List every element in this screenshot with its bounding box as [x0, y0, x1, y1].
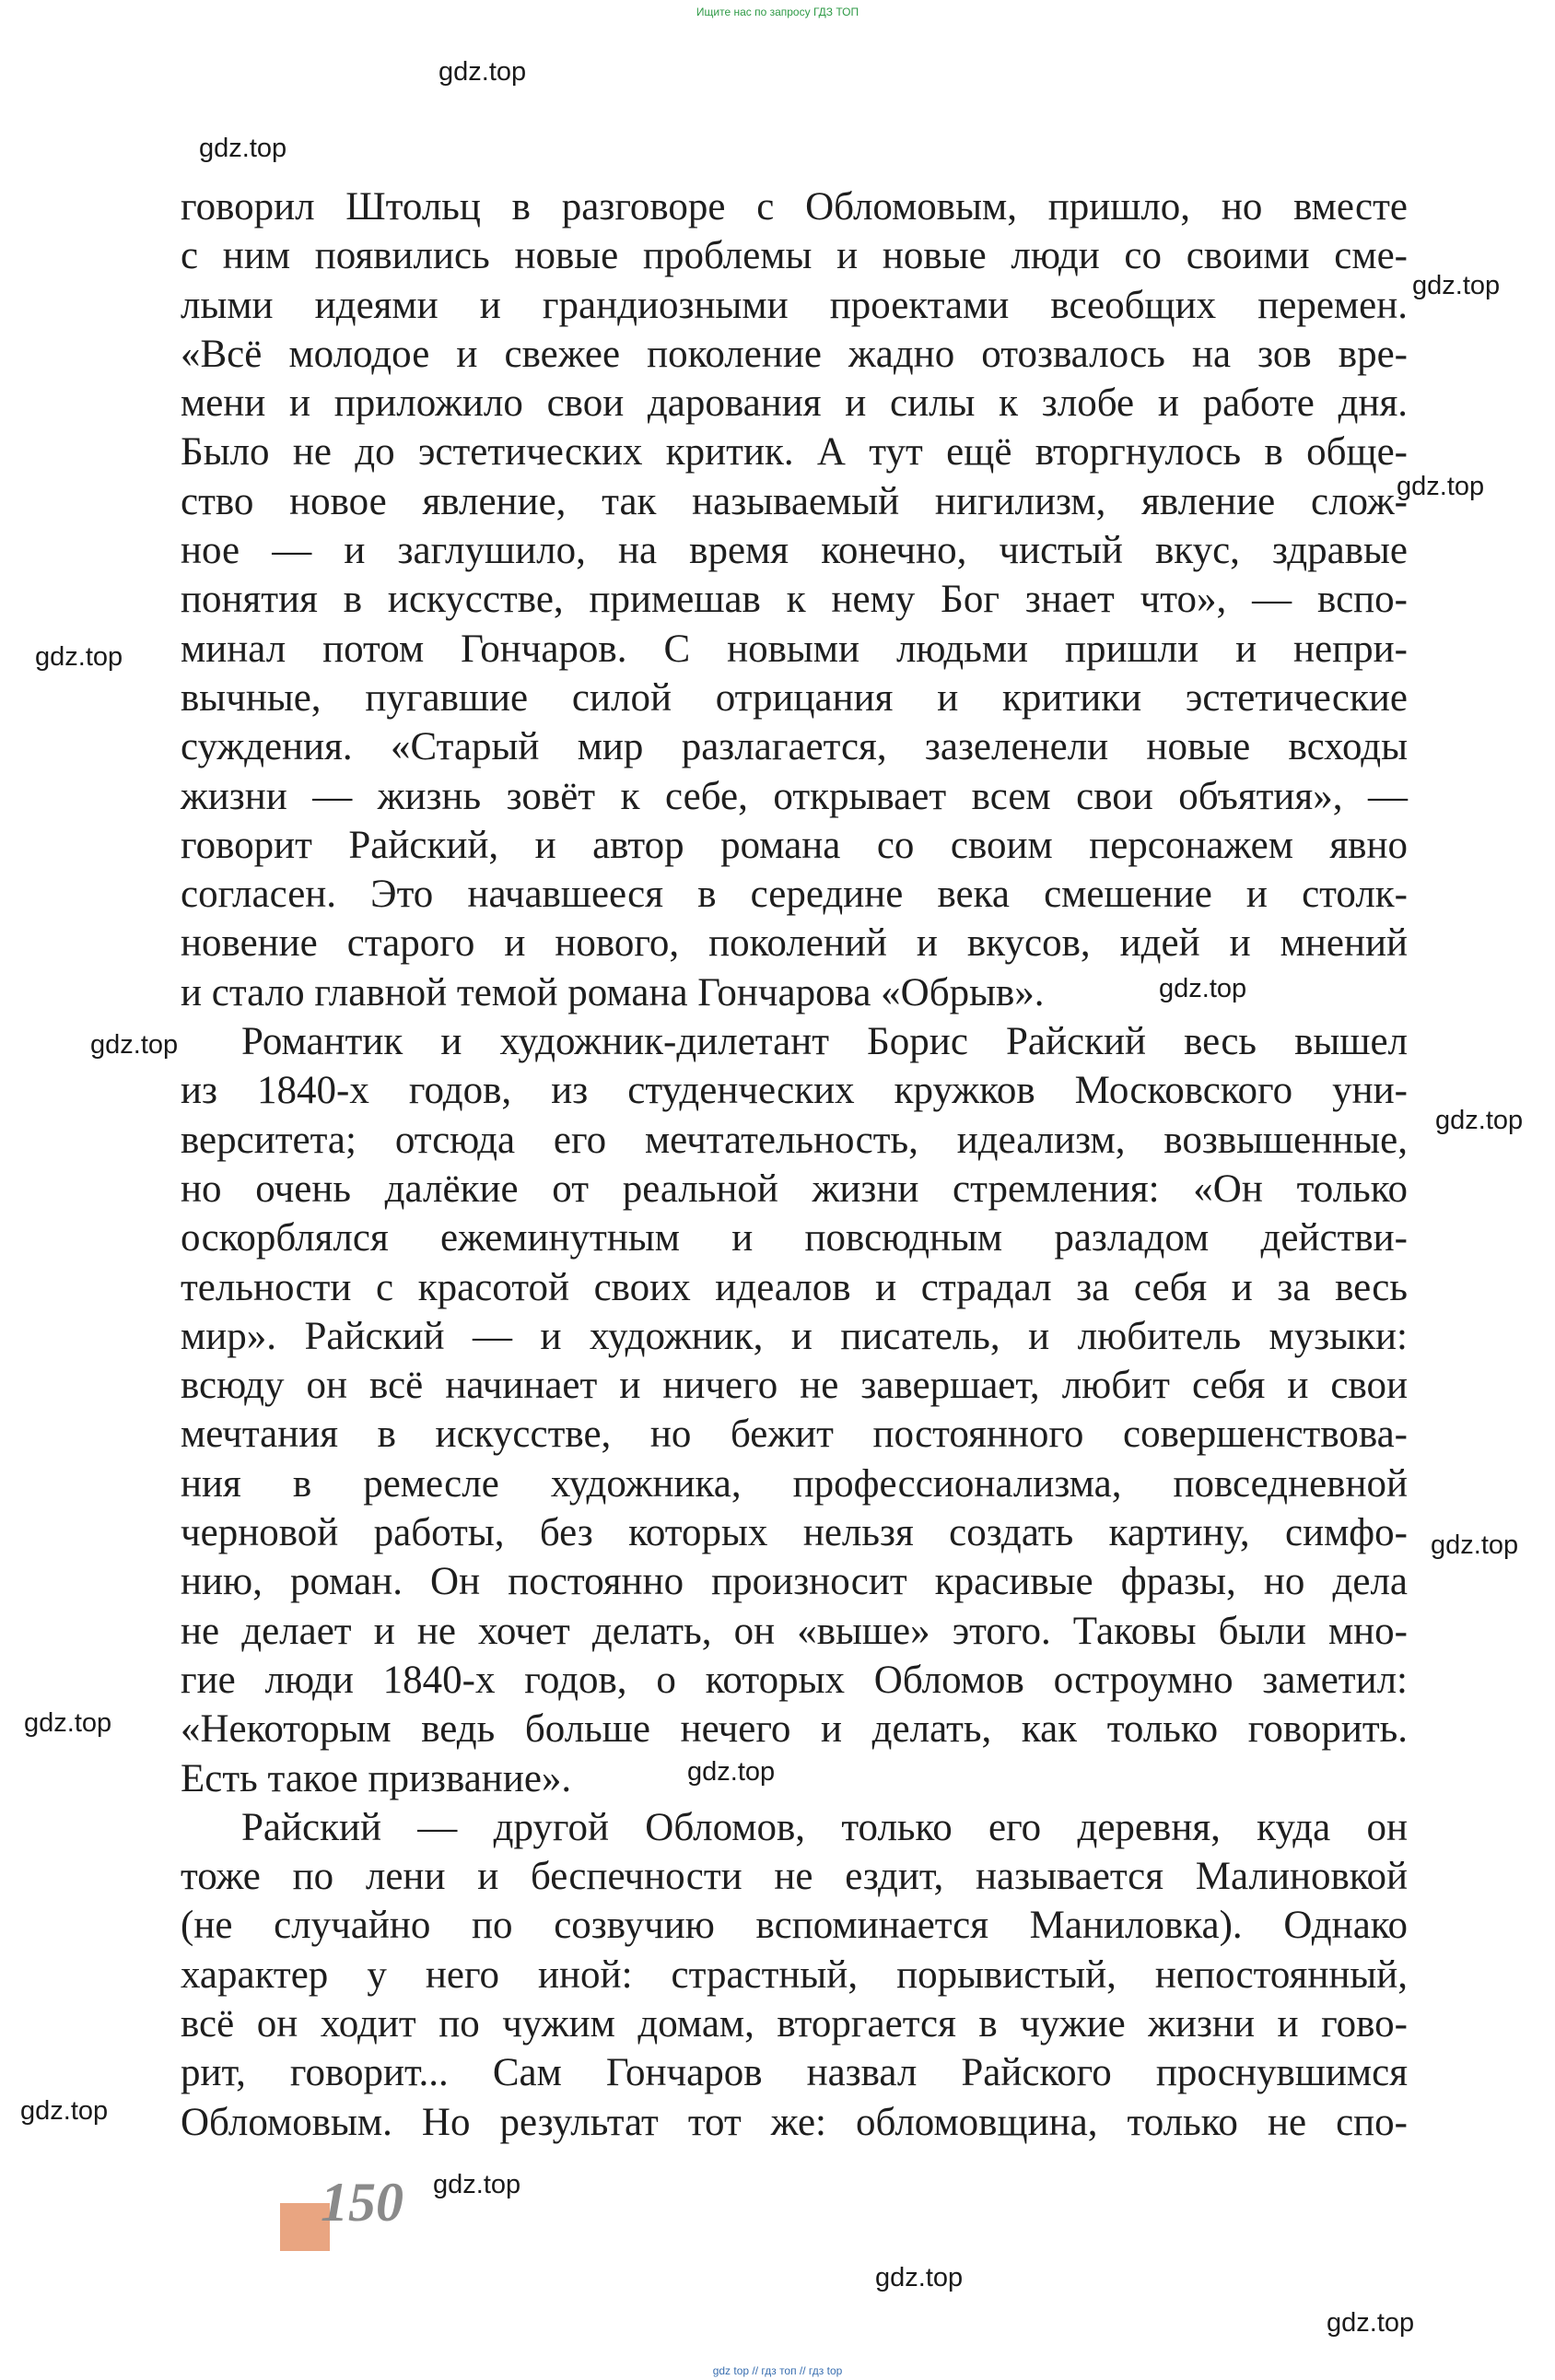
text-line: «Некоторым ведь больше нечего и делать, как только говорить. — [181, 1707, 1408, 1752]
text-line: тельности с красотой своих идеалов и страдал за себя и за весь — [181, 1265, 1408, 1309]
watermark: gdz.top — [1327, 2308, 1415, 2338]
paragraph-1 — [181, 182, 1408, 1017]
watermark: gdz.top — [1159, 974, 1247, 1003]
text-line: из 1840-х годов, из студенческих кружков Московского уни- — [181, 1069, 1408, 1113]
watermark: gdz.top — [875, 2263, 964, 2292]
text-line: с ним появились новые проблемы и новые люди со своими сме- — [181, 234, 1408, 278]
text-line: новение старого и нового, поколений и вкусов, идей и мнений — [181, 921, 1408, 966]
text-line: (не случайно по созвучию вспоминается Маниловка). Однако — [181, 1904, 1408, 1948]
text-line: мир». Райский — и художник, и писатель, и любитель музыки: — [181, 1314, 1408, 1358]
text-line: тоже по лени и беспечности не ездит, называется Малиновкой — [181, 1855, 1408, 1899]
page-number: 150 — [321, 2172, 403, 2233]
text-line: всё он ходит по чужим домам, вторгается в чужие жизни и гово- — [181, 2001, 1408, 2046]
text-line: говорит Райский, и автор романа со своим персонажем явно — [181, 823, 1408, 867]
text-line: черновой работы, без которых нельзя создать картину, симфо- — [181, 1511, 1408, 1555]
text-line: оскорблялся ежеминутным и повсюдным разладом действи- — [181, 1216, 1408, 1260]
text-line: не делает и не хочет делать, он «выше» этого. Таковы были мно- — [181, 1609, 1408, 1653]
text-line: Есть такое призвание». — [181, 1756, 572, 1800]
paragraph-3 — [181, 1803, 1408, 2147]
text-line: Райский — другой Обломов, только его деревня, куда он — [241, 1805, 1408, 1849]
text-line: жизни — жизнь зовёт к себе, открывает всем свои объятия», — — [181, 774, 1408, 818]
watermark: gdz.top — [90, 1030, 179, 1060]
text-line: «Всё молодое и свежее поколение жадно отозвалось на зов вре- — [181, 332, 1408, 376]
watermark: gdz.top — [1397, 472, 1485, 501]
text-line: вычные, пугавшие силой отрицания и критики эстетические — [181, 675, 1408, 720]
text-line: ство новое явление, так называемый нигилизм, явление слож- — [181, 479, 1408, 523]
header-note: Ищите нас по запросу ГДЗ ТОП — [696, 6, 859, 18]
book-text — [181, 182, 1408, 2147]
text-line: но очень далёкие от реальной жизни стремления: «Он только — [181, 1167, 1408, 1211]
text-line: понятия в искусстве, примешав к нему Бог знает что», — вспо- — [181, 578, 1408, 622]
text-line: согласен. Это начавшееся в середине века смешение и столк- — [181, 873, 1408, 917]
watermark: gdz.top — [1431, 1530, 1519, 1560]
watermark: gdz.top — [35, 642, 123, 672]
text-line: рит, говорит... Сам Гончаров назвал Райского проснувшимся — [181, 2051, 1408, 2095]
text-line: ное — и заглушило, на время конечно, чистый вкус, здравые — [181, 529, 1408, 573]
text-line: характер у него иной: страстный, порывистый, непостоянный, — [181, 1952, 1408, 1997]
watermark: gdz.top — [1412, 271, 1501, 300]
watermark: gdz.top — [687, 1757, 776, 1787]
text-line: минал потом Гончаров. С новыми людьми пришли и непри- — [181, 627, 1408, 671]
watermark: gdz.top — [20, 2096, 109, 2126]
text-line: ния в ремесле художника, профессионализма, повседневной — [181, 1461, 1408, 1506]
paragraph-2 — [181, 1017, 1408, 1803]
text-line: говорил Штольц в разговоре с Обломовым, пришло, но вместе — [181, 185, 1408, 229]
watermark: gdz.top — [1435, 1106, 1524, 1135]
text-line: Обломовым. Но результат тот же: обломовщина, только не спо- — [181, 2100, 1408, 2144]
watermark: gdz.top — [433, 2170, 521, 2199]
text-line: и стало главной темой романа Гончарова «Обрыв». — [181, 970, 1045, 1014]
text-line: суждения. «Старый мир разлагается, зазеленели новые всходы — [181, 725, 1408, 769]
text-line: мечтания в искусстве, но бежит постоянного совершенствова- — [181, 1413, 1408, 1457]
text-line: Было не до эстетических критик. А тут ещё вторгнулось в обще- — [181, 430, 1408, 475]
text-line: Романтик и художник-дилетант Борис Райский весь вышел — [241, 1020, 1408, 1064]
watermark: gdz.top — [24, 1708, 112, 1738]
text-line: верситета; отсюда его мечтательность, идеализм, возвышенные, — [181, 1118, 1408, 1162]
text-line: лыми идеями и грандиозными проектами всеобщих перемен. — [181, 283, 1408, 327]
watermark: gdz.top — [438, 57, 527, 87]
watermark: gdz.top — [199, 134, 287, 163]
text-line: мени и приложило свои дарования и силы к злобе и работе дня. — [181, 381, 1408, 426]
text-line: всюду он всё начинает и ничего не завершает, любит себя и свои — [181, 1364, 1408, 1408]
text-line: гие люди 1840-х годов, о которых Обломов остроумно заметил: — [181, 1658, 1408, 1702]
footer-note: gdz top // гдз топ // гдз top — [712, 2364, 843, 2377]
text-line: нию, роман. Он постоянно произносит красивые фразы, но дела — [181, 1560, 1408, 1604]
